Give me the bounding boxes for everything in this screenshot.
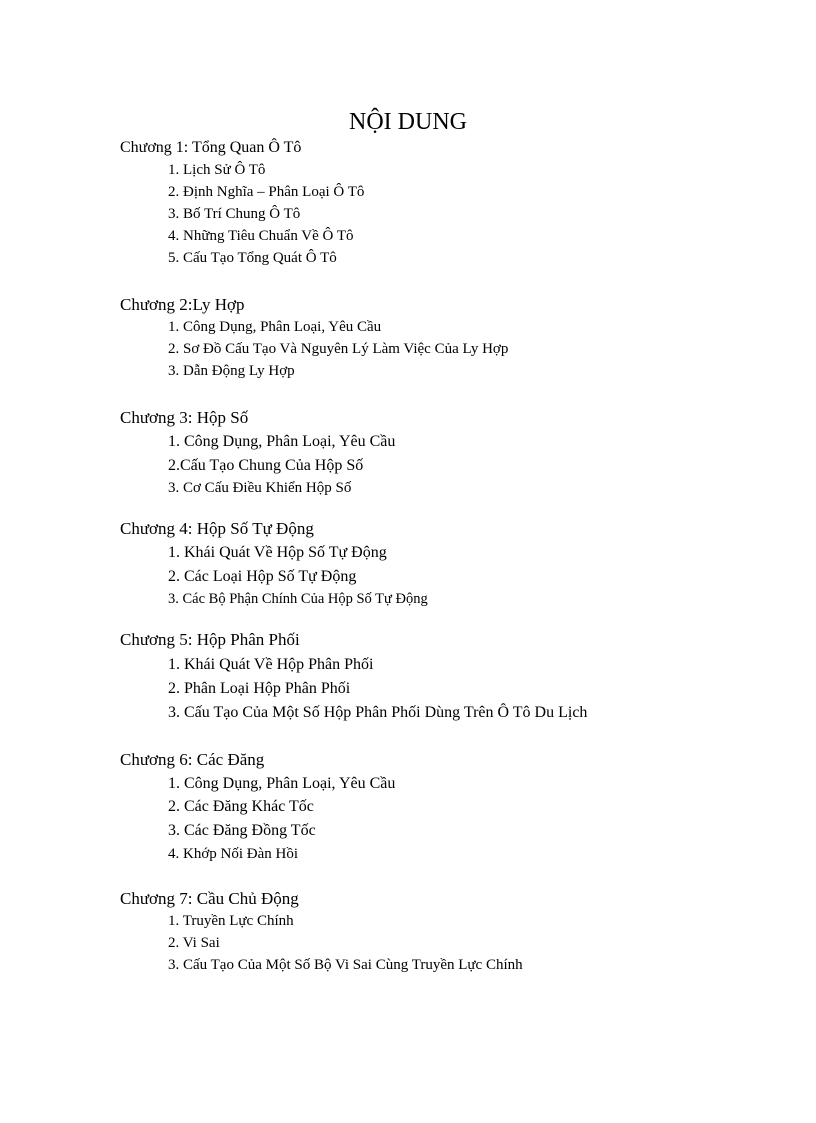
chapter-3-title: Chương 3: Hộp Số	[120, 408, 249, 427]
chapter-6-item-2: 2. Các Đăng Khác Tốc	[168, 798, 314, 815]
chapter-5-item-1: 1. Khái Quát Về Hộp Phân Phối	[168, 656, 374, 673]
chapter-3-item-2: 2.Cấu Tạo Chung Của Hộp Số	[168, 457, 364, 474]
chapter-5-item-3: 3. Cấu Tạo Của Một Số Hộp Phân Phối Dùng Trên Ô Tô Du Lịch	[168, 704, 588, 721]
chapter-2-item-1: 1. Công Dụng, Phân Loại, Yêu Cầu	[168, 319, 382, 335]
chapter-6-item-1: 1. Công Dụng, Phân Loại, Yêu Cầu	[168, 775, 396, 792]
chapter-4-item-1: 1. Khái Quát Về Hộp Số Tự Động	[168, 544, 387, 561]
chapter-6-title: Chương 6: Các Đăng	[120, 750, 265, 769]
chapter-3-item-1: 1. Công Dụng, Phân Loại, Yêu Cầu	[168, 433, 396, 450]
chapter-2-item-3: 3. Dẫn Động Ly Hợp	[168, 363, 295, 379]
chapter-3-item-3: 3. Cơ Cấu Điều Khiển Hộp Số	[168, 480, 352, 496]
chapter-4-title: Chương 4: Hộp Số Tự Động	[120, 519, 314, 538]
chapter-1-item-2: 2. Định Nghĩa – Phân Loại Ô Tô	[168, 184, 365, 200]
chapter-2-item-2: 2. Sơ Đồ Cấu Tạo Và Nguyên Lý Làm Việc Của Ly Hợp	[168, 341, 509, 357]
chapter-1-item-4: 4. Những Tiêu Chuẩn Về Ô Tô	[168, 228, 354, 244]
chapter-4-item-2: 2. Các Loại Hộp Số Tự Động	[168, 568, 357, 585]
chapter-1-item-1: 1. Lịch Sử Ô Tô	[168, 162, 266, 178]
chapter-6-item-3: 3. Các Đăng Đồng Tốc	[168, 822, 316, 839]
chapter-6-item-4: 4. Khớp Nối Đàn Hồi	[168, 846, 299, 862]
chapter-2-title: Chương 2:Ly Hợp	[120, 295, 245, 314]
chapter-1-title: Chương 1: Tổng Quan Ô Tô	[120, 139, 302, 156]
chapter-7-item-1: 1. Truyền Lực Chính	[168, 913, 294, 929]
chapter-7-title: Chương 7: Cầu Chủ Động	[120, 889, 299, 908]
chapter-1-item-3: 3. Bố Trí Chung Ô Tô	[168, 206, 301, 222]
chapter-5-title: Chương 5: Hộp Phân Phối	[120, 630, 300, 649]
chapter-7-item-3: 3. Cấu Tạo Của Một Số Bộ Vi Sai Cùng Truyền Lực Chính	[168, 957, 523, 973]
chapter-5-item-2: 2. Phân Loại Hộp Phân Phối	[168, 680, 351, 697]
page-title: NỘI DUNG	[349, 109, 467, 135]
chapter-7-item-2: 2. Vi Sai	[168, 935, 220, 951]
chapter-4-item-3: 3. Các Bộ Phận Chính Của Hộp Số Tự Động	[168, 591, 428, 607]
chapter-1-item-5: 5. Cấu Tạo Tổng Quát Ô Tô	[168, 250, 337, 266]
